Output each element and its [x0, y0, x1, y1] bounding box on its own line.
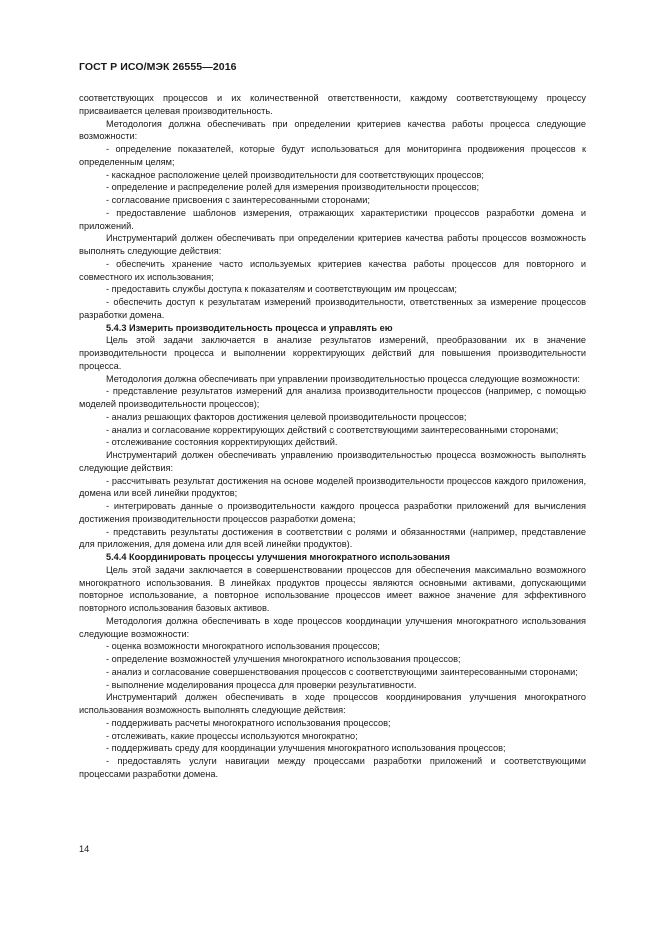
paragraph: - поддерживать среду для координации улучшения многократного использования процессов;: [106, 743, 506, 754]
paragraph: - анализ и согласование совершенствования процессов с соответствующими заинтересованными сторонами;: [106, 666, 578, 677]
paragraph: Инструментарий должен обеспечивать в ходе процессов координирования улучшения многократного использования возможность выполнять следующие действия:: [79, 692, 586, 715]
body-text: [79, 92, 586, 781]
paragraph: - определение и распределение ролей для измерения производительности процессов;: [106, 182, 480, 193]
paragraph: - анализ решающих факторов достижения целевой производительности процессов;: [106, 411, 467, 422]
paragraph: - каскадное расположение целей производительности для соответствующих процессов;: [106, 169, 484, 180]
paragraph: - рассчитывать результат достижения на основе моделей производительности процессов каждого приложения, домена или всей линейки продуктов;: [79, 475, 586, 499]
paragraph: - предоставить службы доступа к показателям и соответствующим им процессам;: [106, 284, 457, 295]
page-number: 14: [79, 844, 90, 854]
paragraph: - интегрировать данные о производительности каждого процесса разработки приложений для вычисления достижения производительности процессов разработки домена;: [79, 501, 586, 524]
paragraph: соответствующих процессов и их количественной ответственности, каждому соответствующему процессу присваивается целевая производительность.: [79, 93, 586, 116]
paragraph: - представление результатов измерений для анализа производительности процессов (например, с помощью моделей производительности процессов);: [79, 386, 586, 409]
paragraph: - обеспечить хранение часто используемых критериев качества работы процессов для повторного и совместного их использования;: [79, 258, 586, 282]
paragraph: Инструментарий должен обеспечивать управлению производительностью процесса возможность выполнять следующие действия:: [79, 450, 586, 473]
paragraph: - анализ и согласование корректирующих действий с соответствующими заинтересованными сторонами;: [106, 424, 559, 435]
paragraph: Цель этой задачи заключается в анализе результатов измерений, преобразовании их в значение производительности процесса и выполнении корректирующих действий для повышения производительности процесса.: [79, 335, 586, 371]
document-header: ГОСТ Р ИСО/МЭК 26555—2016: [79, 61, 237, 73]
paragraph: - определение показателей, которые будут использоваться для мониторинга продвижения процессов к определенным целям;: [79, 144, 586, 167]
paragraph: - согласование присвоения с заинтересованными сторонами;: [106, 195, 370, 205]
paragraph: Методология должна обеспечивать при управлении производительностью процесса следующие возможности:: [106, 373, 580, 384]
paragraph: - отслеживать, какие процессы используются многократно;: [106, 730, 358, 741]
paragraph: - предоставлять услуги навигации между процессами разработки приложений и соответствующими процессами разработки домена.: [79, 756, 586, 779]
paragraph: - предоставление шаблонов измерения, отражающих характеристики процессов разработки домена и приложений.: [79, 207, 586, 231]
paragraph: - отслеживание состояния корректирующих действий.: [106, 437, 338, 448]
paragraph: - обеспечить доступ к результатам измерений производительности, ответственных за измерение процессов разработки домена.: [79, 297, 586, 320]
paragraph: - выполнение моделирования процесса для проверки результативности.: [106, 679, 417, 690]
paragraph: Инструментарий должен обеспечивать при определении критериев качества работы процессов возможность выполнять следующие действия:: [79, 233, 586, 256]
paragraph: - оценка возможности многократного использования процессов;: [106, 641, 380, 652]
paragraph: Методология должна обеспечивать при определении критериев качества работы процесса следующие возможности:: [79, 118, 586, 142]
paragraph: Методология должна обеспечивать в ходе процессов координации улучшения многократного использования следующие возможности:: [79, 615, 586, 639]
paragraph: - поддерживать расчеты многократного использования процессов;: [106, 717, 391, 728]
section-heading: 5.4.4 Координировать процессы улучшения многократного использования: [106, 552, 450, 562]
section-heading: 5.4.3 Измерить производительность процесса и управлять ею: [106, 322, 393, 333]
paragraph: - представить результаты достижения в соответствии с ролями и обязанностями (например, представление для приложения, для домена или для всей линейки продуктов).: [79, 526, 586, 550]
paragraph: - определение возможностей улучшения многократного использования процессов;: [106, 654, 461, 664]
paragraph: Цель этой задачи заключается в совершенствовании процессов для обеспечения максимально возможного многократного использования. В линейках продуктов процессы являются основными активами, допускающими повторное использование, а повторное использование процессов имеет важное значение для эффективного повторного использования базовых активов.: [79, 564, 586, 613]
